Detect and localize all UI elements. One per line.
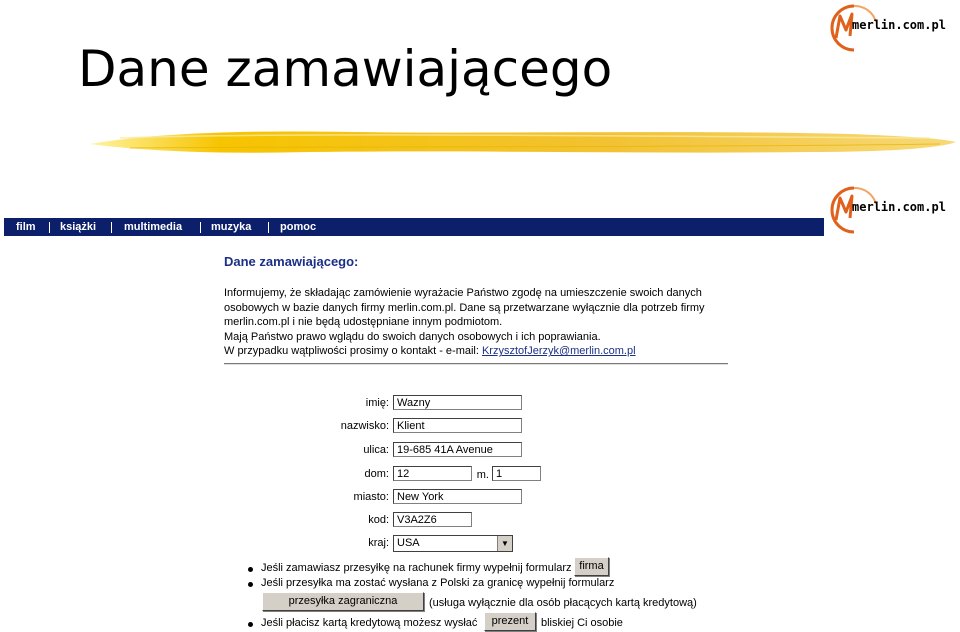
label-kod: kod:	[368, 514, 389, 526]
label-ulica: ulica:	[363, 444, 389, 456]
merlin-logo-screen	[824, 184, 958, 236]
nav-separator	[268, 222, 269, 233]
logo-text: merlin.com.pl	[852, 18, 946, 32]
company-form-button[interactable]: firma	[574, 557, 609, 576]
slide-title: Dane zamawiającego	[78, 40, 613, 98]
country-select-value: USA	[397, 537, 420, 549]
gift-option-text-after: bliskiej Ci osobie	[541, 617, 623, 629]
city-input[interactable]: New York	[393, 489, 522, 504]
label-mieszkanie: m.	[476, 469, 489, 481]
label-miasto: miasto:	[353, 491, 389, 503]
info-line-contact	[224, 344, 724, 359]
last-name-input[interactable]: Klient	[393, 418, 522, 433]
nav-item-ksiazki[interactable]: książki	[60, 221, 97, 233]
gift-button[interactable]: prezent	[484, 612, 536, 631]
brush-stroke-decoration	[90, 124, 958, 160]
street-input[interactable]: 19-685 41A Avenue	[393, 442, 522, 457]
site-navbar	[4, 218, 824, 236]
nav-separator	[200, 222, 201, 233]
apartment-number-input[interactable]: 1	[492, 466, 541, 481]
divider	[224, 363, 728, 365]
nav-item-pomoc[interactable]: pomoc	[280, 221, 317, 233]
label-imie: imię:	[365, 397, 389, 409]
merlin-logo	[824, 2, 958, 54]
abroad-shipment-button[interactable]: przesyłka zagraniczna	[262, 592, 424, 611]
contact-email-link[interactable]: KrzysztofJerzyk@merlin.com.pl	[481, 345, 636, 358]
gift-option-text: Jeśli płacisz kartą kredytową możesz wysłać	[261, 617, 478, 629]
abroad-option-text: Jeśli przesyłka ma zostać wysłana z Polski za granicę wypełnij formularz	[261, 577, 615, 589]
house-number-input[interactable]: 12	[393, 466, 472, 481]
label-kraj: kraj:	[368, 537, 389, 549]
bullet-icon	[248, 582, 253, 587]
info-line: merlin.com.pl i nie będą udostępniane innym podmiotom.	[224, 316, 503, 329]
info-line: Informujemy, że składając zamówienie wyrażacie Państwo zgodę na umieszczenie swoich danych	[224, 287, 702, 299]
chevron-down-icon[interactable]: ▼	[497, 536, 512, 551]
company-option-text: Jeśli zamawiasz przesyłkę na rachunek firmy wypełnij formularz	[261, 562, 572, 574]
nav-item-film[interactable]: film	[16, 221, 36, 233]
label-dom: dom:	[364, 468, 389, 480]
bullet-icon	[248, 622, 253, 627]
nav-separator	[49, 222, 50, 233]
first-name-input[interactable]: Wazny	[393, 395, 522, 410]
info-line: osobowych w bazie danych firmy merlin.com.pl. Dane są przetwarzane wyłącznie dla potrzeb firmy	[224, 301, 705, 314]
nav-item-muzyka[interactable]: muzyka	[211, 221, 252, 233]
abroad-note: (usługa wyłącznie dla osób płacących kartą kredytową)	[429, 597, 697, 609]
privacy-info	[224, 286, 724, 359]
bullet-icon	[248, 567, 253, 572]
logo-text: merlin.com.pl	[852, 200, 946, 214]
label-nazwisko: nazwisko:	[340, 420, 389, 432]
country-select[interactable]	[393, 535, 513, 552]
postal-code-input[interactable]: V3A2Z6	[393, 512, 472, 527]
nav-separator	[111, 222, 112, 233]
info-line: Mają Państwo prawo wglądu do swoich danych osobowych i ich poprawiania.	[224, 330, 601, 343]
contact-text: W przypadku wątpliwości prosimy o kontakt - e-mail:	[224, 345, 482, 358]
form-heading: Dane zamawiającego:	[224, 254, 359, 269]
nav-item-multimedia[interactable]: multimedia	[124, 221, 183, 233]
